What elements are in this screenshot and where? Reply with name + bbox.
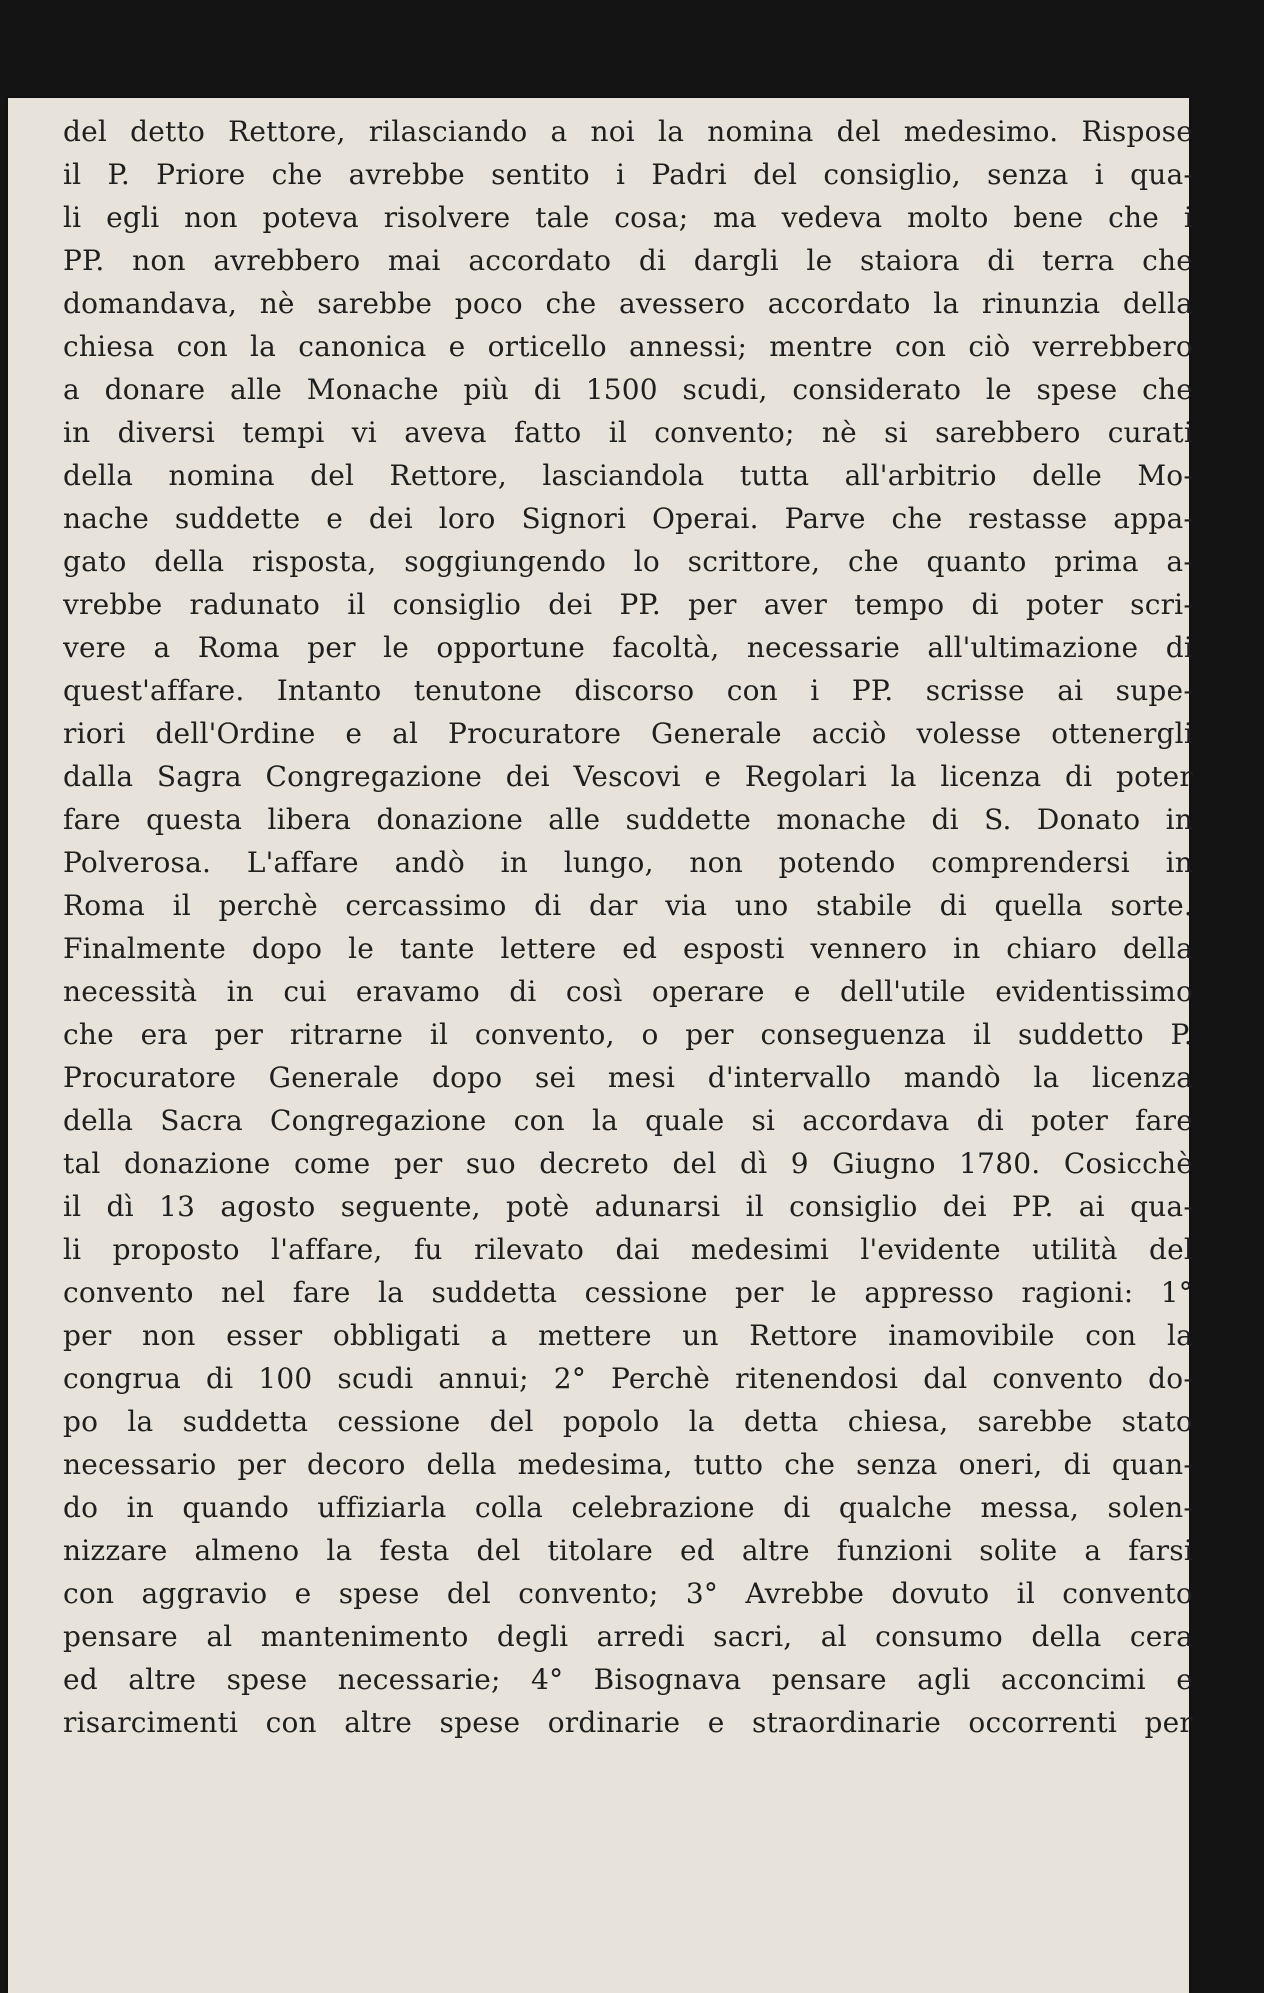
- text-line: do in quando uffiziarla colla celebrazione di qualche messa, solen-: [63, 1491, 1193, 1524]
- text-line: gato della risposta, soggiungendo lo scrittore, che quanto prima a-: [63, 545, 1193, 578]
- text-line: per non esser obbligati a mettere un Rettore inamovibile con la: [63, 1319, 1193, 1352]
- text-line: li egli non poteva risolvere tale cosa; ma vedeva molto bene che i: [63, 201, 1193, 234]
- text-line: po la suddetta cessione del popolo la detta chiesa, sarebbe stato: [63, 1405, 1193, 1438]
- text-line: congrua di 100 scudi annui; 2° Perchè ritenendosi dal convento do-: [63, 1362, 1193, 1395]
- text-line: nache suddette e dei loro Signori Operai. Parve che restasse appa-: [63, 502, 1193, 535]
- text-line: con aggravio e spese del convento; 3° Avrebbe dovuto il convento: [63, 1577, 1193, 1610]
- text-line: Polverosa. L'affare andò in lungo, non potendo comprendersi in: [63, 846, 1193, 879]
- text-line: della Sacra Congregazione con la quale si accordava di poter fare: [63, 1104, 1193, 1137]
- text-line: Finalmente dopo le tante lettere ed esposti vennero in chiaro della: [63, 932, 1193, 965]
- text-line: li proposto l'affare, fu rilevato dai medesimi l'evidente utilità del: [63, 1233, 1193, 1266]
- text-line: vrebbe radunato il consiglio dei PP. per aver tempo di poter scri-: [63, 588, 1193, 621]
- text-line: PP. non avrebbero mai accordato di dargli le staiora di terra che: [63, 244, 1193, 277]
- text-line: chiesa con la canonica e orticello annessi; mentre con ciò verrebbero: [63, 330, 1193, 363]
- text-line: necessario per decoro della medesima, tutto che senza oneri, di quan-: [63, 1448, 1193, 1481]
- text-line: fare questa libera donazione alle suddette monache di S. Donato in: [63, 803, 1193, 836]
- text-line: quest'affare. Intanto tenutone discorso con i PP. scrisse ai supe-: [63, 674, 1193, 707]
- text-line: risarcimenti con altre spese ordinarie e straordinarie occorrenti per: [63, 1706, 1193, 1739]
- text-line: ed altre spese necessarie; 4° Bisognava pensare agli acconcimi e: [63, 1663, 1193, 1696]
- text-line: a donare alle Monache più di 1500 scudi, considerato le spese che: [63, 373, 1193, 406]
- text-line: Roma il perchè cercassimo di dar via uno stabile di quella sorte.: [63, 889, 1193, 922]
- text-line: vere a Roma per le opportune facoltà, necessarie all'ultimazione di: [63, 631, 1193, 664]
- text-line: Procuratore Generale dopo sei mesi d'intervallo mandò la licenza: [63, 1061, 1193, 1094]
- text-line: in diversi tempi vi aveva fatto il convento; nè si sarebbero curati: [63, 416, 1193, 449]
- text-line: nizzare almeno la festa del titolare ed altre funzioni solite a farsi: [63, 1534, 1193, 1567]
- text-line: della nomina del Rettore, lasciandola tutta all'arbitrio delle Mo-: [63, 459, 1193, 492]
- text-line: il dì 13 agosto seguente, potè adunarsi il consiglio dei PP. ai qua-: [63, 1190, 1193, 1223]
- text-line: tal donazione come per suo decreto del dì 9 Giugno 1780. Cosicchè: [63, 1147, 1193, 1180]
- text-line: domandava, nè sarebbe poco che avessero accordato la rinunzia della: [63, 287, 1193, 320]
- text-line: necessità in cui eravamo di così operare e dell'utile evidentissimo: [63, 975, 1193, 1008]
- text-line: del detto Rettore, rilasciando a noi la nomina del medesimo. Rispose: [63, 115, 1193, 148]
- newspaper-clipping: [8, 98, 1193, 1993]
- text-line: convento nel fare la suddetta cessione per le appresso ragioni: 1°: [63, 1276, 1193, 1309]
- text-line: che era per ritrarne il convento, o per conseguenza il suddetto P.: [63, 1018, 1193, 1051]
- text-line: il P. Priore che avrebbe sentito i Padri del consiglio, senza i qua-: [63, 158, 1193, 191]
- text-line: riori dell'Ordine e al Procuratore Generale acciò volesse ottenergli: [63, 717, 1193, 750]
- text-line: pensare al mantenimento degli arredi sacri, al consumo della cera: [63, 1620, 1193, 1653]
- body-text: [63, 110, 1193, 1744]
- text-line: dalla Sagra Congregazione dei Vescovi e Regolari la licenza di poter: [63, 760, 1193, 793]
